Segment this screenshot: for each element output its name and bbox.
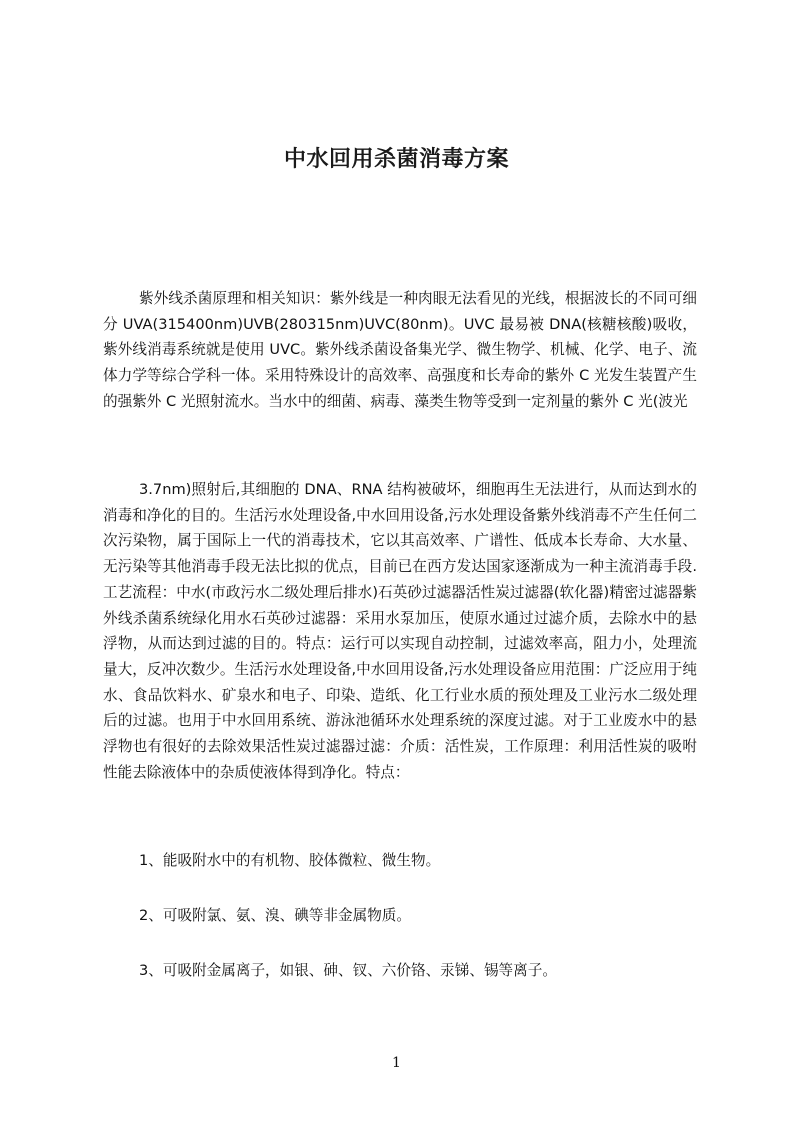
document-title: 中水回用杀菌消毒方案 [283,147,509,172]
body-paragraph: 紫外线杀菌原理和相关知识：紫外线是一种肉眼无法看见的光线，根据波长的不同可细分 UVA(315400nm)UVB(280315nm)UVC(80nm)。UVC 最易被 DNA(核糖核酸)吸收，紫外线消毒系统就是使用 UVC。紫外线杀菌设备集光学、微生物学、机械、化学、电子、流体力学等综合学科一体。采用特殊设计的高效率、高强度和长寿命的紫外 C 光发生装置产生的强紫外 C 光照射流水。当水中的细菌、病毒、藻类生物等受到一定剂量的紫外 C 光(波光 [103,290,697,410]
list-item: 2、可吸附氯、氨、溴、碘等非金属物质。 [139,907,411,924]
page-number: 1 [392,1055,401,1071]
list-item: 1、能吸附水中的有机物、胶体微粒、微生物。 [139,852,441,869]
list-item: 3、可吸附金属离子，如银、砷、钗、六价铬、汞锑、锡等离子。 [139,962,557,979]
body-paragraph: 3.7nm)照射后,其细胞的 DNA、RNA 结构被破坏，细胞再生无法进行，从而达到水的消毒和净化的目的。生活污水处理设备,中水回用设备,污水处理设备紫外线消毒不产生任何二次污染物，属于国际上一代的消毒技术，它以其高效率、广谱性、低成本长寿命、大水量、无污染等其他消毒手段无法比拟的优点，目前已在西方发达国家逐渐成为一种主流消毒手段.工艺流程：中水(市政污水二级处理后排水)石英砂过滤器活性炭过滤器(软化器)精密过滤器紫外线杀菌系统绿化用水石英砂过滤器：采用水泵加压，使原水通过过滤介质，去除水中的悬浮物，从而达到过滤的目的。特点：运行可以实现自动控制，过滤效率高，阻力小，处理流量大，反冲次数少。生活污水处理设备,中水回用设备,污水处理设备应用范围：广泛应用于纯水、食品饮料水、矿泉水和电子、印染、造纸、化工行业水质的预处理及工业污水二级处理后的过滤。也用于中水回用系统、游泳池循环水处理系统的深度过滤。对于工业废水中的悬浮物也有很好的去除效果活性炭过滤器过滤：介质：活性炭，工作原理：利用活性炭的吸咐性能去除液体中的杂质使液体得到净化。特点： [103,481,697,781]
